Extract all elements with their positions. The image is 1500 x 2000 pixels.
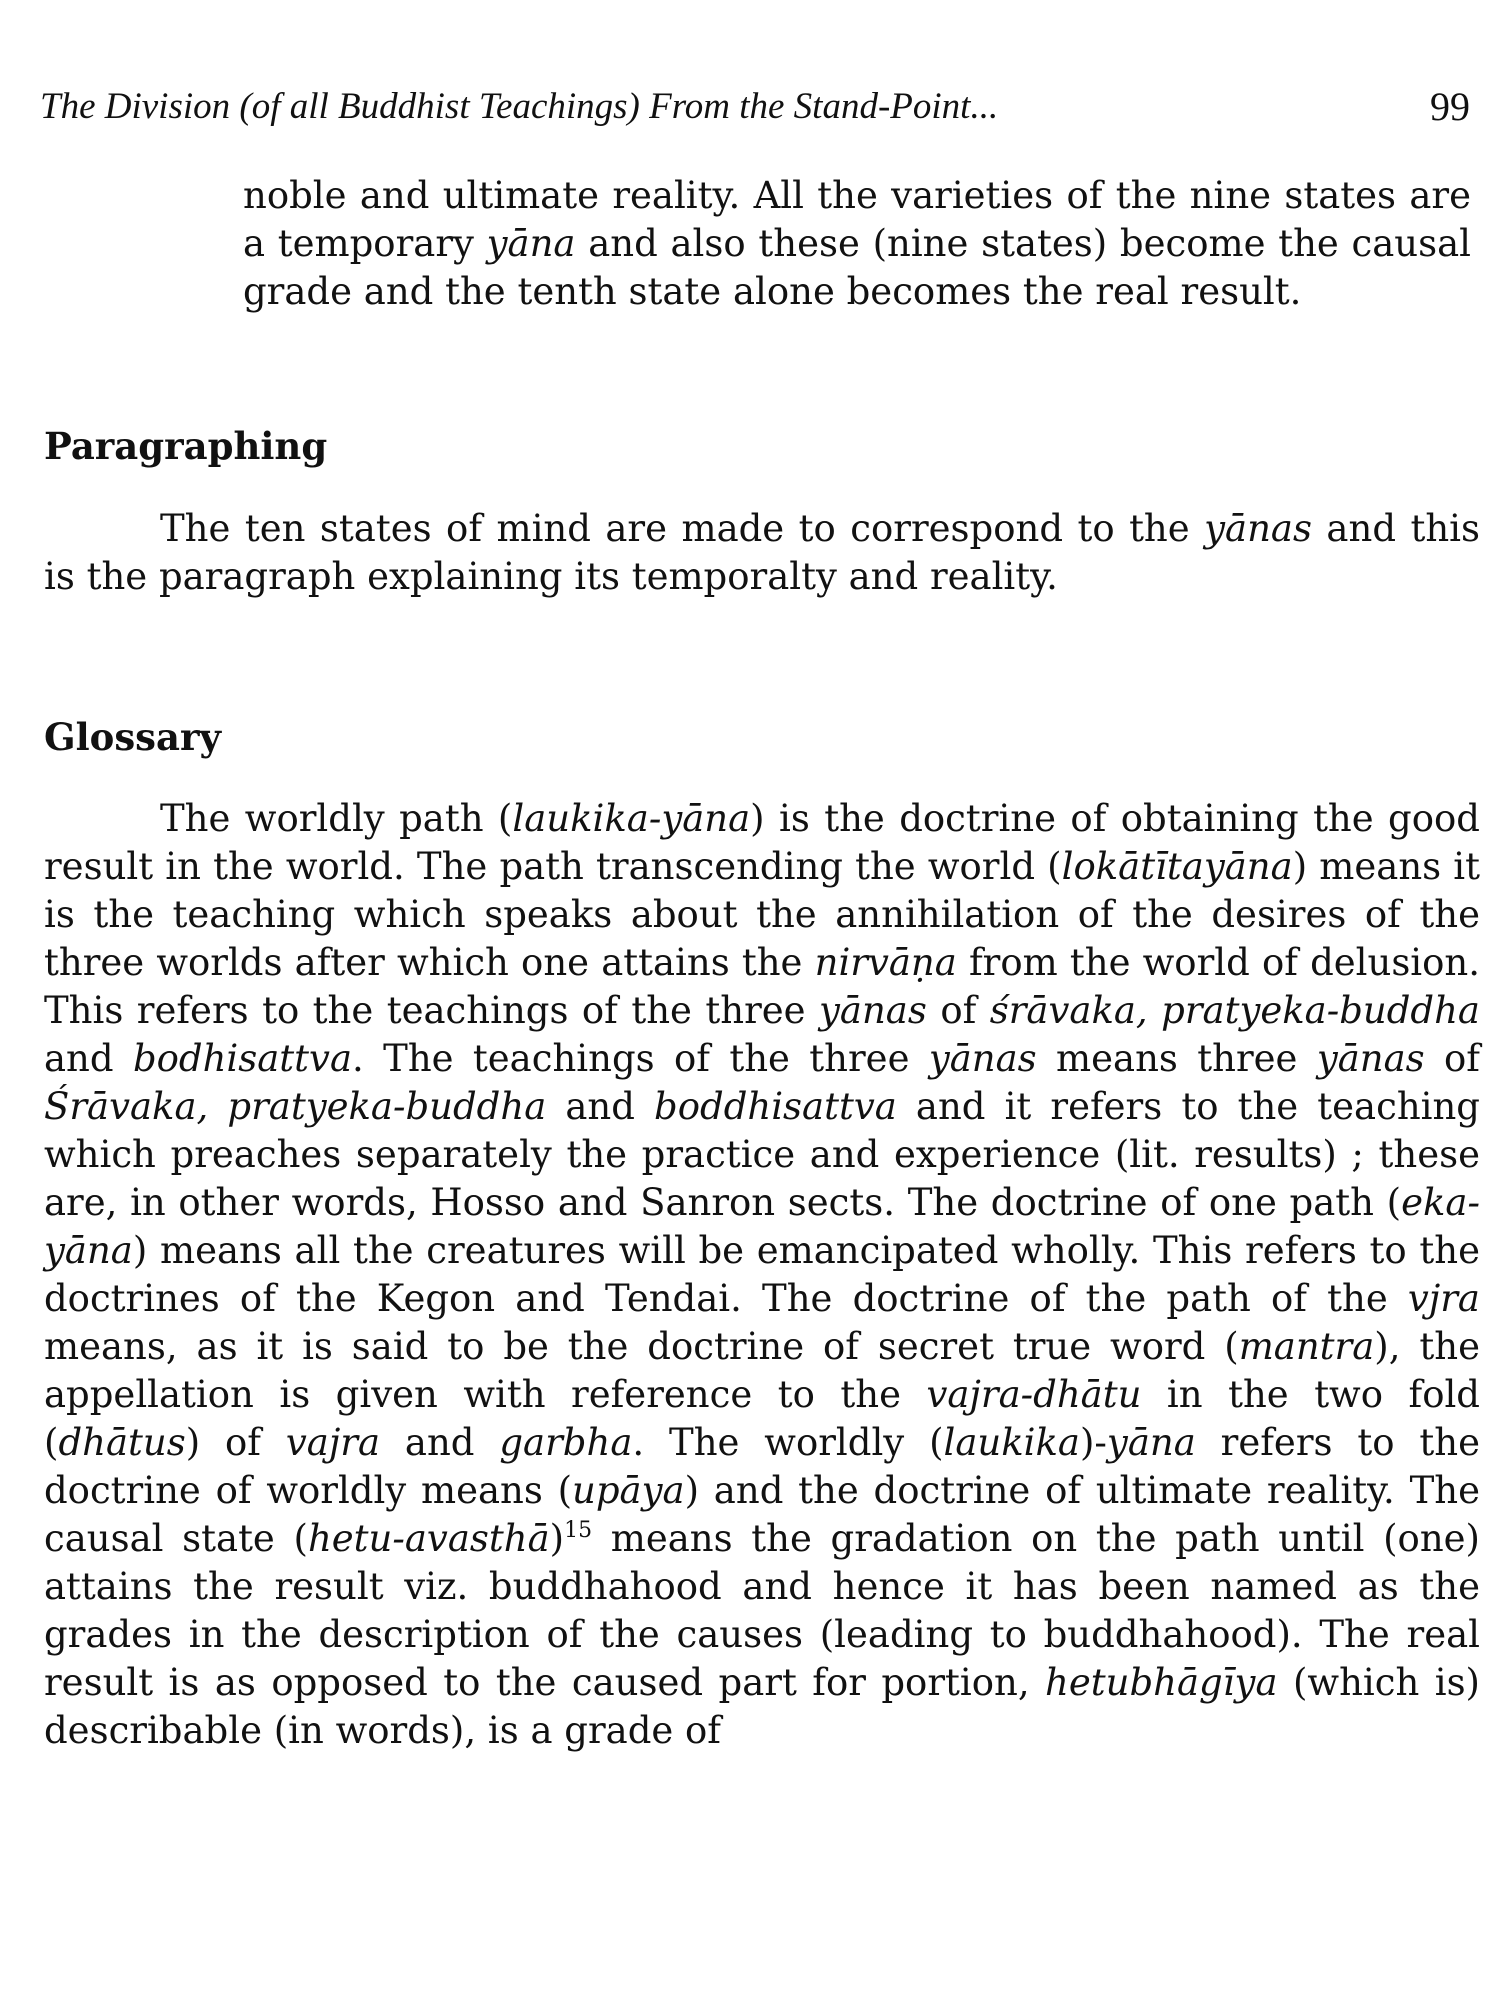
italic-term: lokātītayāna [1061,845,1293,888]
glossary-body [44,795,1480,1755]
text-run: (which is) describable (in words), is a grade of [44,1661,1480,1752]
italic-term: garbha [499,1421,633,1464]
section-heading-paragraphing: Paragraphing [44,424,328,468]
text-run: means three [1036,1037,1317,1080]
text-run: in the two fold ( [44,1373,1480,1464]
text-run: The ten states of mind are made to correspond to the [160,507,1205,550]
text-run: and [380,1421,500,1464]
text-run: ) means it is the teaching which speaks about the annihilation of the desires of the three worlds after which one attains the [44,845,1480,984]
text-run: . The worldly ( [632,1421,944,1464]
text-run: noble and ultimate reality. All the varieties of the nine states are a temporary [243,174,1471,265]
italic-term: yānas [1204,507,1312,550]
page-number: 99 [1430,84,1470,129]
text-run: ) means all the creatures will be emancipated wholly. This refers to the doctrines of the Kegon and Tendai. The doctrine of the path of the [44,1229,1480,1320]
text-run: ) of [185,1421,286,1464]
italic-term: upāya [572,1469,685,1512]
text-run: . The teachings of the three [352,1037,929,1080]
section-heading-glossary: Glossary [44,715,221,759]
italic-term: dhātus [58,1421,186,1464]
italic-term: Śrāvaka, pratyeka-buddha [44,1085,547,1128]
italic-term: yāna [486,222,576,265]
running-header [40,82,1470,132]
italic-term: yānas [819,989,927,1032]
footnote-marker: 15 [564,1518,593,1543]
italic-term: vajra-dhātu [926,1373,1142,1416]
italic-term: mantra [1238,1325,1375,1368]
text-run: and [44,1037,133,1080]
text-run: ), the appellation is given with reference to the [44,1325,1480,1416]
italic-term: vjra [1407,1277,1480,1320]
continued-paragraph [243,172,1471,316]
italic-term: vajra [285,1421,381,1464]
text-run: The worldly path ( [160,797,513,840]
text-run: refers to the doctrine of worldly means ( [44,1421,1480,1512]
running-title: The Division (of all Buddhist Teachings) From the Stand-Point... [40,86,999,127]
italic-term: boddhisattva [654,1085,897,1128]
text-run: and [546,1085,655,1128]
text-run: ) is the doctrine of obtaining the good result in the world. The path transcending the world ( [44,797,1480,888]
italic-term: bodhisattva [132,1037,353,1080]
text-run: )- [1079,1421,1107,1464]
italic-term: eka-yāna [44,1181,1480,1272]
text-run: of [926,989,990,1032]
italic-term: yānas [928,1037,1037,1080]
paragraphing-body [44,505,1480,601]
italic-term: hetu-avasthā [307,1517,550,1560]
italic-term: yānas [1316,1037,1425,1080]
text-run: and it refers to the teaching which preaches separately the practice and experience (lit. results) ; these are, in other words, Hosso and Sanron sects. The doctrine of one path ( [44,1085,1480,1224]
text-run: means, as it is said to be the doctrine of secret true word ( [44,1325,1239,1368]
text-run: and also these (nine states) become the causal grade and the tenth state alone becomes the real result. [243,222,1471,313]
text-run: of [1424,1037,1480,1080]
italic-term: śrāvaka, pratyeka-buddha [989,989,1480,1032]
text-run: from the world of delusion. This refers to the teachings of the three [44,941,1481,1032]
text-run: ) [549,1517,565,1560]
italic-term: yāna [1106,1421,1196,1464]
text-run: and this is the paragraph explaining its temporalty and reality. [44,507,1480,598]
italic-term: laukika [943,1421,1080,1464]
text-run: means the gradation on the path until (one) attains the result viz. buddhahood and hence it has been named as the grades in the description of the causes (leading to buddhahood). The real result is as opposed to the caused part for portion, [44,1517,1480,1704]
text-run: ) and the doctrine of ultimate reality. The causal state ( [44,1469,1480,1560]
italic-term: hetubhāgīya [1045,1661,1278,1704]
italic-term: nirvāṇa [814,941,957,984]
italic-term: laukika-yāna [512,797,751,840]
